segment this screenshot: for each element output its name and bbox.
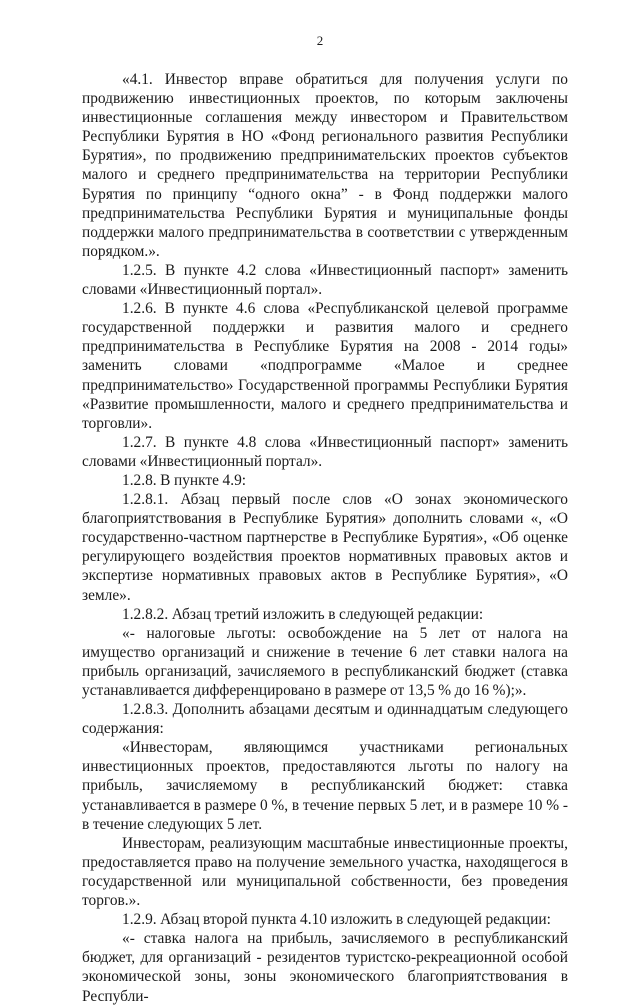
document-body <box>82 70 568 1006</box>
paragraph-1-2-6: 1.2.6. В пункте 4.6 слова «Республиканской целевой программе государственной поддержки и развития малого и среднего предпринимательства в Республике Бурятия на 2008 - 2014 годы» заменить словами «подпрограмме «Малое и среднее предпринимательство» Государственной программы Республики Бурятия «Развитие промышленности, малого и среднего предпринимательства и торговли». <box>82 300 568 432</box>
paragraph-1-2-8-2: 1.2.8.2. Абзац третий изложить в следующей редакции: <box>122 605 484 623</box>
paragraph-1-2-5: 1.2.5. В пункте 4.2 слова «Инвестиционный паспорт» заменить словами «Инвестиционный портал». <box>82 261 568 299</box>
page-number: 2 <box>316 33 324 48</box>
paragraph-4-1: «4.1. Инвестор вправе обратиться для получения услуги по продвижению инвестиционных проектов, по которым заключены инвестиционные соглашения между инвестором и Правительством Республики Бурятия в НО «Фонд регионального развития Республики Бурятия», по продвижению предпринимательских проектов субъектов малого и среднего предпринимательства на территории Республики Бурятия по принципу “одного окна” - в Фонд поддержки малого предпринимательства Республики Бурятия и муниципальные фонды поддержки малого предпринимательства в соответствии с утвержденным порядком.». <box>82 71 568 260</box>
paragraph-1-2-8-3: 1.2.8.3. Дополнить абзацами десятым и одиннадцатым следующего содержания: <box>82 701 568 738</box>
paragraph-large-scale-investors: Инвесторам, реализующим масштабные инвестиционные проекты, предоставляется право на получение земельного участка, находящегося в государственной или муниципальной собственности, без проведения торгов.». <box>82 834 568 910</box>
paragraph-1-2-7: 1.2.7. В пункте 4.8 слова «Инвестиционный паспорт» заменить словами «Инвестиционный портал». <box>82 433 568 470</box>
paragraph-1-2-8: 1.2.8. В пункте 4.9: <box>122 471 247 489</box>
paragraph-1-2-8-1: 1.2.8.1. Абзац первый после слов «О зонах экономического благоприятствования в Республике Бурятия» дополнить словами «, «О государственно-частном партнерстве в Республике Бурятия», «Об оценке регулирующего воздействия проектов нормативных правовых актов и экспертизе нормативных правовых актов в Республике Бурятия», «О земле». <box>82 491 568 604</box>
paragraph-tax-rate: «- ставка налога на прибыль, зачисляемого в республиканский бюджет, для организаций - резидентов туристско-рекреационной особой экономической зоны, зоны экономического благоприятствования в Республи- <box>82 930 568 1005</box>
paragraph-tax-benefits: «- налоговые льготы: освобождение на 5 лет от налога на имущество организаций и снижение в течение 6 лет ставки налога на прибыль организаций, зачисляемого в республиканский бюджет (ставка устанавливается дифференцировано в размере от 13,5 % до 16 %);». <box>82 624 568 699</box>
paragraph-1-2-9: 1.2.9. Абзац второй пункта 4.10 изложить в следующей редакции: <box>122 911 551 929</box>
paragraph-regional-investors: «Инвесторам, являющимся участниками региональных инвестиционных проектов, предоставляются льготы по налогу на прибыль, зачисляемому в республиканский бюджет: ставка устанавливается в размере 0 %, в течение первых 5 лет, и в размере 10 % - в течение следующих 5 лет. <box>82 739 568 833</box>
